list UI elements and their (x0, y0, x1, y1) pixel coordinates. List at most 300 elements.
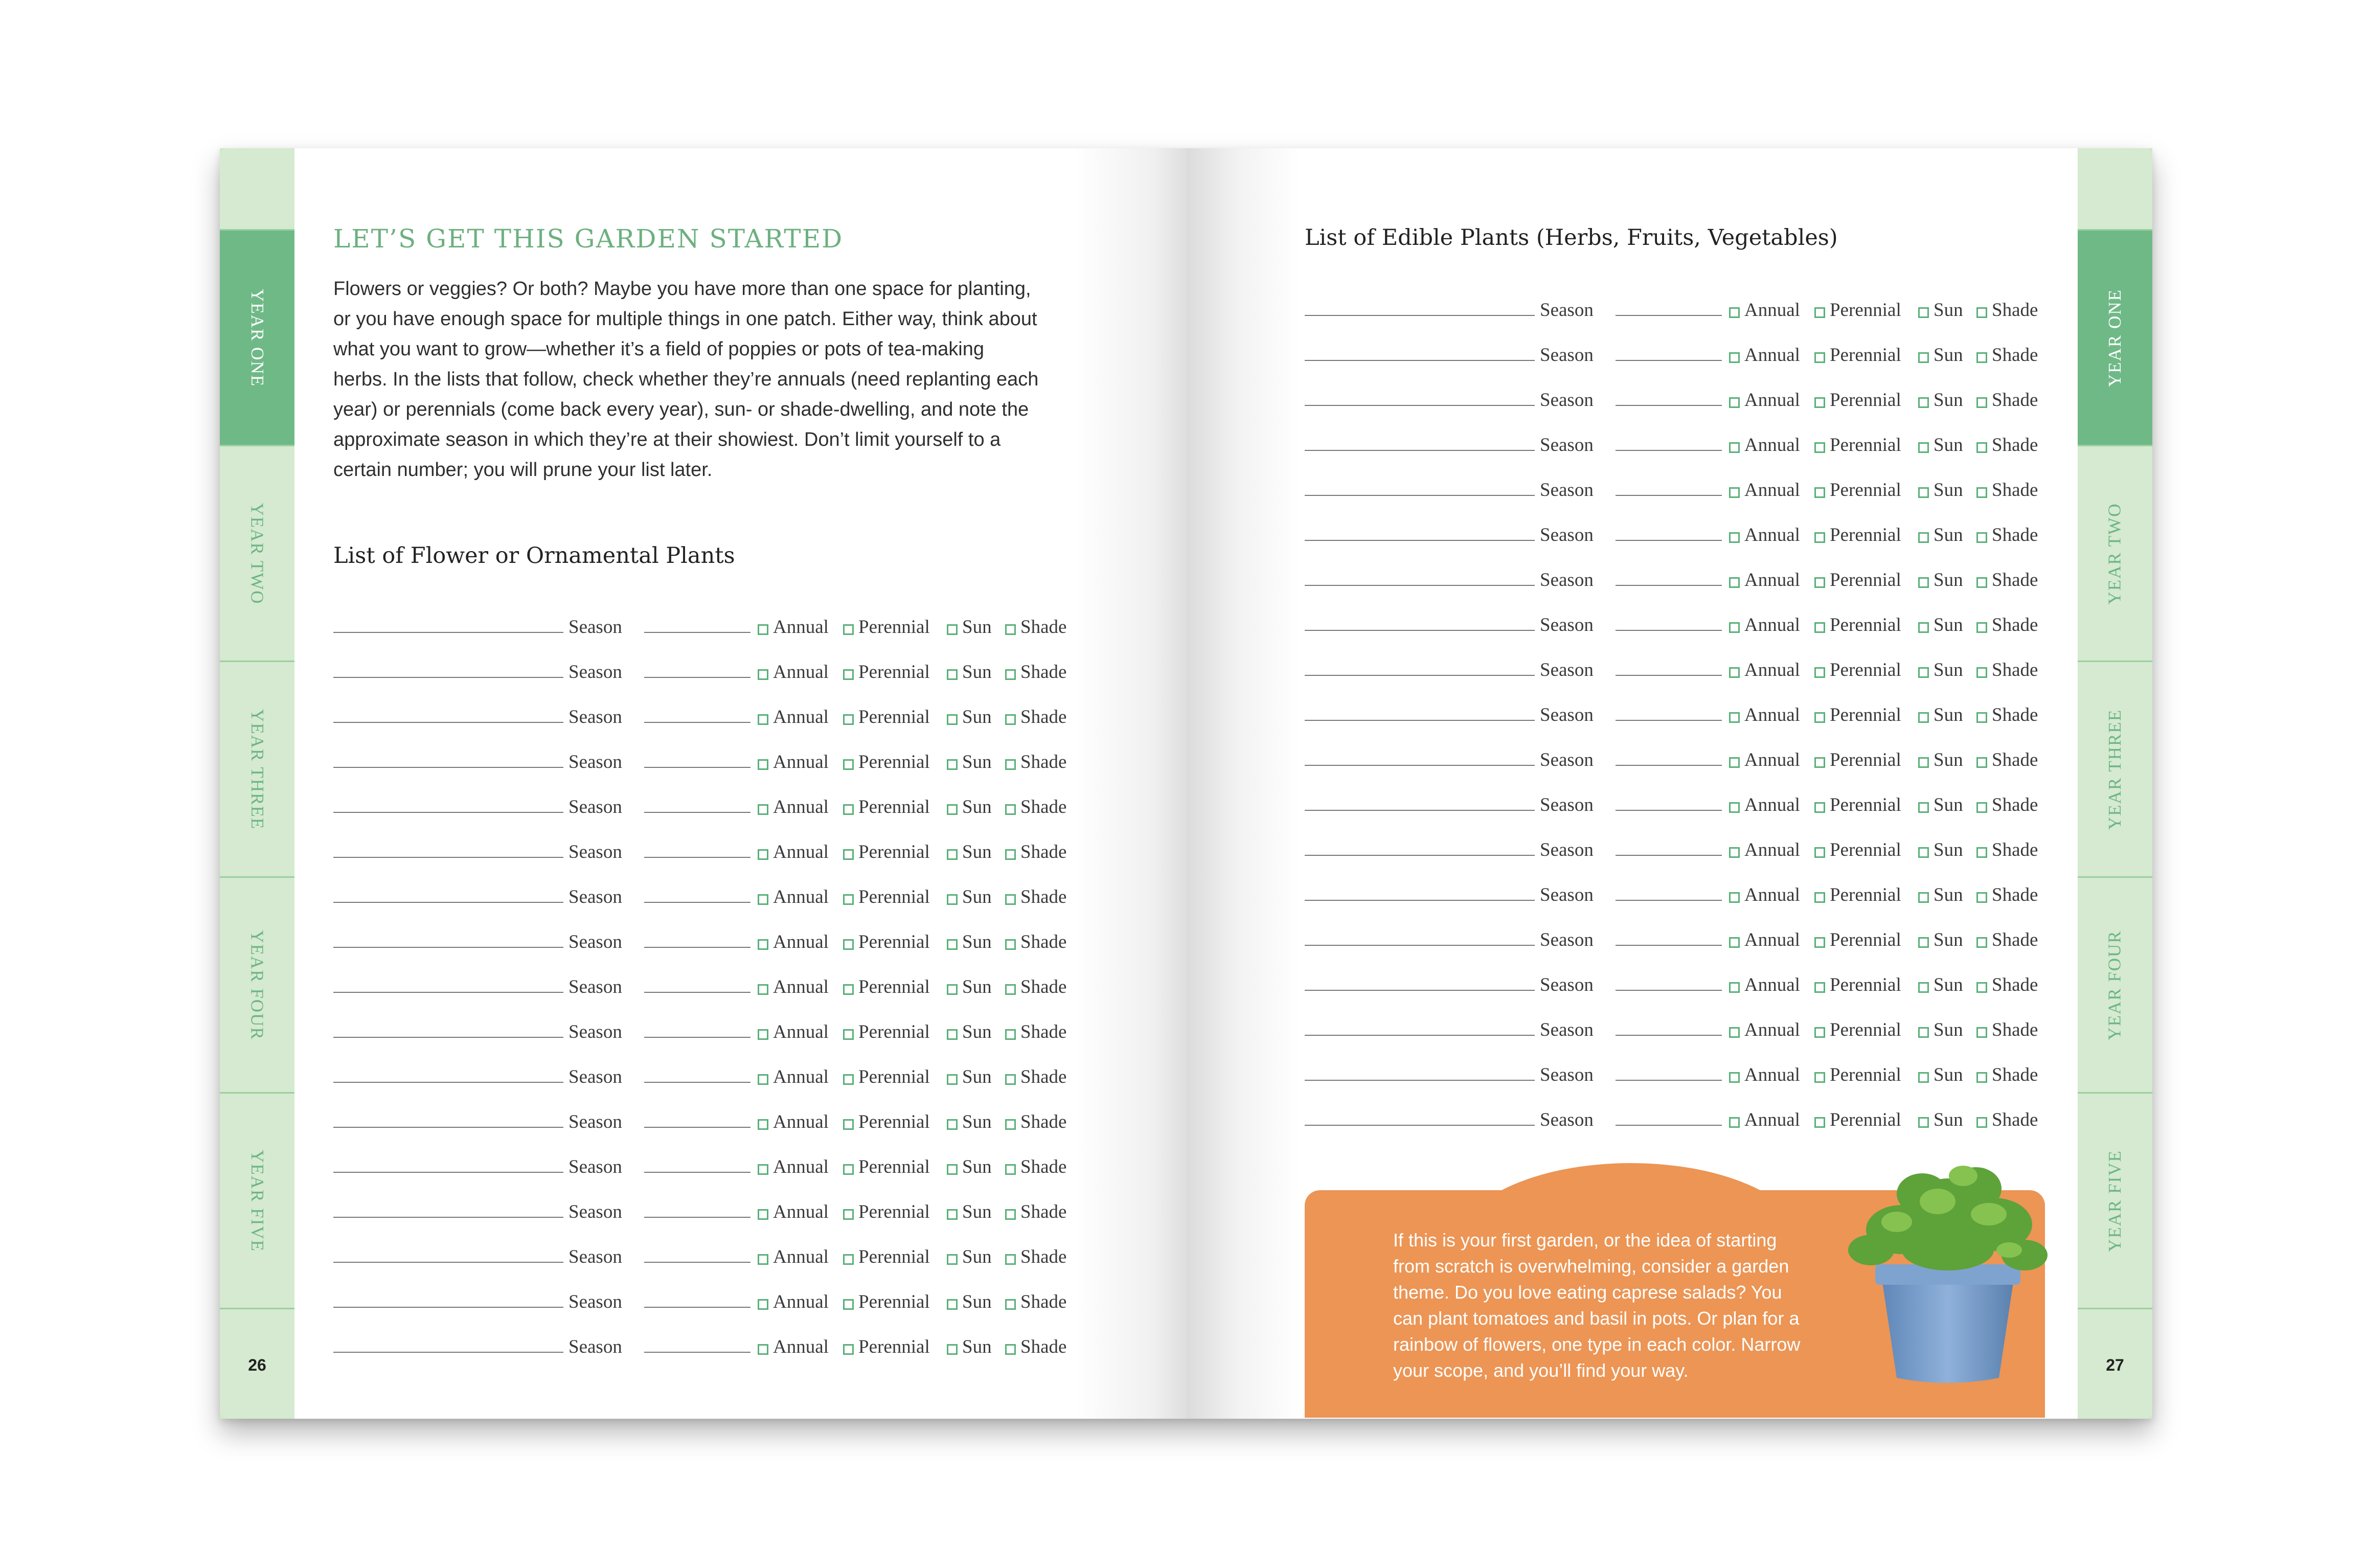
shade-checkbox[interactable] (1976, 937, 1987, 948)
sun-checkbox[interactable] (1918, 892, 1929, 903)
plant-row (333, 1274, 1080, 1319)
plant-name-line[interactable] (333, 857, 563, 858)
perennial-checkbox[interactable] (1814, 352, 1825, 363)
annual-checkbox[interactable] (1729, 532, 1740, 543)
sun-checkbox[interactable] (1918, 1027, 1929, 1038)
tab-year-three-left[interactable] (220, 661, 294, 876)
shade-checkbox[interactable] (1005, 624, 1016, 635)
season-line[interactable] (644, 767, 751, 768)
annual-checkbox[interactable] (1729, 442, 1740, 453)
perennial-checkbox[interactable] (843, 1209, 854, 1220)
tab-label: YEAR FOUR (247, 929, 268, 1040)
annual-label: Annual (773, 976, 829, 997)
plant-row (1305, 777, 2051, 822)
sun-checkbox[interactable] (1918, 937, 1929, 948)
season-line[interactable] (1616, 945, 1722, 946)
sun-checkbox[interactable] (1918, 622, 1929, 633)
shade-label: Shade (1992, 570, 2038, 590)
intro-paragraph (333, 274, 1070, 485)
perennial-checkbox[interactable] (843, 1029, 854, 1040)
annual-label: Annual (1744, 929, 1800, 950)
sun-checkbox[interactable] (947, 939, 958, 950)
tab-year-two-left[interactable] (220, 445, 294, 661)
sun-checkbox[interactable] (947, 1074, 958, 1085)
perennial-checkbox[interactable] (1814, 442, 1825, 453)
perennial-label: Perennial (858, 1156, 930, 1177)
plant-row (333, 824, 1080, 869)
perennial-checkbox[interactable] (1814, 397, 1825, 408)
sun-checkbox[interactable] (1918, 352, 1929, 363)
season-line[interactable] (1616, 675, 1722, 676)
shade-checkbox[interactable] (1976, 712, 1987, 723)
plant-row (333, 914, 1080, 959)
tab-year-two-right[interactable] (2078, 445, 2152, 661)
plant-name-line[interactable] (1305, 540, 1535, 541)
annual-checkbox[interactable] (1729, 892, 1740, 903)
shade-checkbox[interactable] (1976, 622, 1987, 633)
sun-checkbox[interactable] (947, 759, 958, 770)
annual-checkbox[interactable] (758, 759, 768, 770)
perennial-label: Perennial (1830, 884, 1901, 905)
perennial-checkbox[interactable] (843, 894, 854, 905)
annual-checkbox[interactable] (758, 1119, 768, 1130)
annual-checkbox[interactable] (1729, 712, 1740, 723)
sun-checkbox[interactable] (1918, 802, 1929, 813)
plant-name-line[interactable] (333, 1217, 563, 1218)
perennial-checkbox[interactable] (1814, 487, 1825, 498)
perennial-label: Perennial (858, 662, 930, 683)
annual-label: Annual (1744, 615, 1800, 635)
annual-checkbox[interactable] (758, 1299, 768, 1310)
plant-name-line[interactable] (333, 767, 563, 768)
sun-checkbox[interactable] (947, 714, 958, 725)
plant-row (333, 959, 1080, 1004)
season-line[interactable] (644, 1262, 751, 1263)
plant-name-line[interactable] (333, 632, 563, 633)
annual-checkbox[interactable] (758, 894, 768, 905)
annual-checkbox[interactable] (758, 1029, 768, 1040)
annual-label: Annual (773, 1066, 829, 1087)
sun-checkbox[interactable] (947, 894, 958, 905)
perennial-checkbox[interactable] (1814, 622, 1825, 633)
plant-name-line[interactable] (333, 947, 563, 948)
season-line[interactable] (644, 947, 751, 948)
shade-checkbox[interactable] (1005, 759, 1016, 770)
annual-label: Annual (773, 617, 829, 638)
flower-plant-list (333, 599, 1080, 1364)
shade-checkbox[interactable] (1976, 982, 1987, 993)
shade-checkbox[interactable] (1005, 984, 1016, 995)
season-line[interactable] (1616, 495, 1722, 496)
tab-year-one-left[interactable] (220, 229, 294, 445)
plant-name-line[interactable] (333, 1307, 563, 1308)
shade-label: Shade (1020, 662, 1067, 683)
annual-checkbox[interactable] (1729, 622, 1740, 633)
shade-label: Shade (1020, 752, 1067, 772)
annual-checkbox[interactable] (758, 804, 768, 815)
sun-checkbox[interactable] (947, 1029, 958, 1040)
tab-label: YEAR FIVE (2105, 1149, 2125, 1252)
season-label: Season (1540, 480, 1594, 501)
shade-checkbox[interactable] (1005, 1344, 1016, 1355)
perennial-checkbox[interactable] (1814, 532, 1825, 543)
shade-checkbox[interactable] (1976, 847, 1987, 858)
annual-checkbox[interactable] (1729, 802, 1740, 813)
sun-checkbox[interactable] (947, 1119, 958, 1130)
perennial-checkbox[interactable] (843, 1254, 854, 1265)
plant-row (1305, 642, 2051, 687)
shade-checkbox[interactable] (1976, 577, 1987, 588)
annual-checkbox[interactable] (758, 939, 768, 950)
plant-name-line[interactable] (333, 722, 563, 723)
shade-label: Shade (1992, 1064, 2038, 1085)
season-line[interactable] (1616, 765, 1722, 766)
annual-checkbox[interactable] (758, 849, 768, 860)
sun-checkbox[interactable] (1918, 577, 1929, 588)
tab-year-four-right[interactable] (2078, 876, 2152, 1092)
tab-year-one-right[interactable] (2078, 229, 2152, 445)
perennial-checkbox[interactable] (1814, 847, 1825, 858)
annual-checkbox[interactable] (1729, 1072, 1740, 1083)
shade-checkbox[interactable] (1005, 1074, 1016, 1085)
plant-name-line[interactable] (1305, 855, 1535, 856)
shade-checkbox[interactable] (1005, 1119, 1016, 1130)
perennial-checkbox[interactable] (843, 804, 854, 815)
season-line[interactable] (644, 902, 751, 903)
perennial-label: Perennial (1830, 929, 1901, 950)
shade-checkbox[interactable] (1976, 442, 1987, 453)
annual-checkbox[interactable] (758, 1164, 768, 1175)
season-line[interactable] (1616, 720, 1722, 721)
plant-name-line[interactable] (1305, 765, 1535, 766)
tip-line: can plant tomatoes and basil in pots. Or plan for a (1393, 1308, 1800, 1329)
annual-label: Annual (1744, 794, 1800, 815)
season-line[interactable] (1616, 810, 1722, 811)
season-line[interactable] (644, 1307, 751, 1308)
shade-checkbox[interactable] (1976, 532, 1987, 543)
season-line[interactable] (644, 1127, 751, 1128)
plant-name-line[interactable] (1305, 990, 1535, 991)
sun-label: Sun (962, 617, 992, 638)
sun-label: Sun (1934, 525, 1963, 546)
sun-label: Sun (1934, 839, 1963, 860)
perennial-checkbox[interactable] (1814, 937, 1825, 948)
sun-checkbox[interactable] (1918, 847, 1929, 858)
plant-row (1305, 372, 2051, 417)
shade-checkbox[interactable] (1976, 352, 1987, 363)
perennial-label: Perennial (1830, 525, 1901, 546)
basil-plant-illustration (1840, 1153, 2055, 1388)
plant-name-line[interactable] (1305, 675, 1535, 676)
sun-label: Sun (962, 797, 992, 817)
annual-label: Annual (773, 842, 829, 862)
annual-checkbox[interactable] (1729, 1027, 1740, 1038)
shade-checkbox[interactable] (1005, 669, 1016, 680)
plant-name-line[interactable] (1305, 945, 1535, 946)
season-line[interactable] (644, 1172, 751, 1173)
annual-label: Annual (773, 1246, 829, 1267)
season-label: Season (568, 1156, 622, 1177)
plant-name-line[interactable] (1305, 810, 1535, 811)
shade-checkbox[interactable] (1005, 849, 1016, 860)
sun-checkbox[interactable] (947, 1164, 958, 1175)
perennial-checkbox[interactable] (843, 849, 854, 860)
season-line[interactable] (644, 1082, 751, 1083)
plant-name-line[interactable] (333, 1352, 563, 1353)
plant-name-line[interactable] (333, 1037, 563, 1038)
annual-checkbox[interactable] (758, 984, 768, 995)
shade-label: Shade (1020, 707, 1067, 728)
sun-checkbox[interactable] (1918, 982, 1929, 993)
sun-label: Sun (1934, 660, 1963, 680)
season-label: Season (568, 931, 622, 952)
season-label: Season (568, 976, 622, 997)
page-number-right: 27 (2106, 1356, 2124, 1374)
shade-checkbox[interactable] (1976, 397, 1987, 408)
sun-checkbox[interactable] (947, 804, 958, 815)
shade-checkbox[interactable] (1976, 1072, 1987, 1083)
plant-name-line[interactable] (333, 677, 563, 678)
sun-label: Sun (1934, 570, 1963, 590)
season-line[interactable] (644, 992, 751, 993)
sun-label: Sun (962, 931, 992, 952)
annual-checkbox[interactable] (1729, 982, 1740, 993)
perennial-checkbox[interactable] (1814, 1072, 1825, 1083)
sun-label: Sun (1934, 615, 1963, 635)
sun-checkbox[interactable] (947, 1209, 958, 1220)
sun-label: Sun (962, 1066, 992, 1087)
sun-checkbox[interactable] (947, 1254, 958, 1265)
annual-checkbox[interactable] (758, 1209, 768, 1220)
annual-checkbox[interactable] (758, 669, 768, 680)
tab-label: YEAR ONE (247, 288, 267, 387)
sun-label: Sun (962, 1201, 992, 1222)
perennial-checkbox[interactable] (843, 714, 854, 725)
shade-checkbox[interactable] (1976, 487, 1987, 498)
perennial-checkbox[interactable] (1814, 667, 1825, 678)
sun-label: Sun (1934, 884, 1963, 905)
shade-checkbox[interactable] (1976, 1117, 1987, 1128)
season-line[interactable] (1616, 540, 1722, 541)
annual-label: Annual (1744, 300, 1800, 321)
sun-label: Sun (962, 707, 992, 728)
tab-year-three-right[interactable] (2078, 661, 2152, 876)
shade-checkbox[interactable] (1976, 757, 1987, 768)
season-line[interactable] (1616, 990, 1722, 991)
plant-row (1305, 1002, 2051, 1047)
annual-label: Annual (773, 1336, 829, 1357)
season-label: Season (568, 617, 622, 638)
plant-row (1305, 1092, 2051, 1137)
perennial-checkbox[interactable] (843, 1344, 854, 1355)
plant-name-line[interactable] (1305, 405, 1535, 406)
sun-checkbox[interactable] (947, 1299, 958, 1310)
plant-name-line[interactable] (333, 902, 563, 903)
season-line[interactable] (644, 1352, 751, 1353)
season-label: Season (568, 1021, 622, 1042)
annual-checkbox[interactable] (758, 1074, 768, 1085)
shade-checkbox[interactable] (1005, 939, 1016, 950)
shade-checkbox[interactable] (1005, 1299, 1016, 1310)
season-line[interactable] (644, 1217, 751, 1218)
plant-name-line[interactable] (1305, 1080, 1535, 1081)
shade-checkbox[interactable] (1976, 1027, 1987, 1038)
plant-name-line[interactable] (1305, 1125, 1535, 1126)
shade-checkbox[interactable] (1976, 667, 1987, 678)
perennial-checkbox[interactable] (1814, 757, 1825, 768)
perennial-checkbox[interactable] (843, 984, 854, 995)
season-line[interactable] (1616, 315, 1722, 316)
plant-name-line[interactable] (1305, 450, 1535, 451)
sun-checkbox[interactable] (1918, 1072, 1929, 1083)
season-line[interactable] (1616, 855, 1722, 856)
plant-name-line[interactable] (333, 992, 563, 993)
edible-plant-list (1305, 282, 2051, 1137)
perennial-label: Perennial (1830, 300, 1901, 321)
season-line[interactable] (1616, 360, 1722, 361)
season-line[interactable] (1616, 585, 1722, 586)
annual-checkbox[interactable] (758, 1254, 768, 1265)
season-line[interactable] (644, 677, 751, 678)
sun-checkbox[interactable] (947, 669, 958, 680)
perennial-label: Perennial (858, 842, 930, 862)
season-line[interactable] (1616, 405, 1722, 406)
season-label: Season (1540, 974, 1594, 995)
perennial-checkbox[interactable] (1814, 982, 1825, 993)
shade-checkbox[interactable] (1005, 804, 1016, 815)
shade-checkbox[interactable] (1005, 1254, 1016, 1265)
plant-name-line[interactable] (1305, 630, 1535, 631)
plant-name-line[interactable] (1305, 1035, 1535, 1036)
shade-label: Shade (1992, 794, 2038, 815)
season-line[interactable] (1616, 1080, 1722, 1081)
annual-checkbox[interactable] (1729, 757, 1740, 768)
plant-name-line[interactable] (1305, 315, 1535, 316)
perennial-checkbox[interactable] (843, 759, 854, 770)
plant-name-line[interactable] (333, 1127, 563, 1128)
shade-checkbox[interactable] (1976, 307, 1987, 318)
sun-checkbox[interactable] (947, 624, 958, 635)
annual-checkbox[interactable] (758, 624, 768, 635)
perennial-label: Perennial (858, 931, 930, 952)
season-line[interactable] (1616, 450, 1722, 451)
season-line[interactable] (1616, 630, 1722, 631)
shade-checkbox[interactable] (1976, 802, 1987, 813)
tip-text (1393, 1227, 1869, 1383)
shade-checkbox[interactable] (1976, 892, 1987, 903)
shade-label: Shade (1020, 1111, 1067, 1132)
annual-checkbox[interactable] (1729, 352, 1740, 363)
sun-checkbox[interactable] (1918, 667, 1929, 678)
season-line[interactable] (644, 632, 751, 633)
tab-year-five-left[interactable] (220, 1092, 294, 1308)
plant-name-line[interactable] (1305, 360, 1535, 361)
perennial-checkbox[interactable] (1814, 1027, 1825, 1038)
sun-checkbox[interactable] (947, 1344, 958, 1355)
perennial-checkbox[interactable] (1814, 577, 1825, 588)
sun-checkbox[interactable] (947, 849, 958, 860)
shade-label: Shade (1992, 1019, 2038, 1040)
annual-checkbox[interactable] (1729, 1117, 1740, 1128)
season-label: Season (1540, 435, 1594, 456)
season-line[interactable] (1616, 900, 1722, 901)
season-line[interactable] (644, 812, 751, 813)
sun-checkbox[interactable] (1918, 442, 1929, 453)
plant-name-line[interactable] (1305, 585, 1535, 586)
shade-checkbox[interactable] (1005, 894, 1016, 905)
perennial-checkbox[interactable] (843, 624, 854, 635)
sun-checkbox[interactable] (1918, 307, 1929, 318)
shade-checkbox[interactable] (1005, 1164, 1016, 1175)
sun-checkbox[interactable] (1918, 397, 1929, 408)
shade-label: Shade (1992, 974, 2038, 995)
plant-name-line[interactable] (333, 1172, 563, 1173)
annual-checkbox[interactable] (1729, 667, 1740, 678)
sun-checkbox[interactable] (1918, 532, 1929, 543)
perennial-label: Perennial (1830, 794, 1901, 815)
plant-name-line[interactable] (333, 812, 563, 813)
perennial-checkbox[interactable] (843, 669, 854, 680)
perennial-checkbox[interactable] (843, 1074, 854, 1085)
annual-checkbox[interactable] (1729, 937, 1740, 948)
perennial-checkbox[interactable] (1814, 802, 1825, 813)
perennial-checkbox[interactable] (1814, 1117, 1825, 1128)
sun-checkbox[interactable] (1918, 757, 1929, 768)
perennial-checkbox[interactable] (843, 1119, 854, 1130)
annual-checkbox[interactable] (758, 714, 768, 725)
annual-label: Annual (1744, 390, 1800, 411)
tab-year-five-right[interactable] (2078, 1092, 2152, 1308)
perennial-checkbox[interactable] (1814, 892, 1825, 903)
shade-checkbox[interactable] (1005, 1029, 1016, 1040)
plant-name-line[interactable] (1305, 720, 1535, 721)
sun-checkbox[interactable] (947, 984, 958, 995)
sun-checkbox[interactable] (1918, 487, 1929, 498)
annual-checkbox[interactable] (1729, 577, 1740, 588)
season-line[interactable] (644, 1037, 751, 1038)
annual-checkbox[interactable] (1729, 397, 1740, 408)
perennial-checkbox[interactable] (843, 939, 854, 950)
shade-checkbox[interactable] (1005, 1209, 1016, 1220)
sun-label: Sun (962, 662, 992, 683)
sun-checkbox[interactable] (1918, 1117, 1929, 1128)
perennial-checkbox[interactable] (843, 1164, 854, 1175)
season-label: Season (1540, 1019, 1594, 1040)
season-line[interactable] (1616, 1125, 1722, 1126)
annual-checkbox[interactable] (758, 1344, 768, 1355)
sun-label: Sun (1934, 300, 1963, 321)
annual-checkbox[interactable] (1729, 307, 1740, 318)
plant-name-line[interactable] (1305, 495, 1535, 496)
sun-checkbox[interactable] (1918, 712, 1929, 723)
season-line[interactable] (1616, 1035, 1722, 1036)
sun-label: Sun (1934, 749, 1963, 770)
perennial-checkbox[interactable] (843, 1299, 854, 1310)
season-line[interactable] (644, 722, 751, 723)
perennial-checkbox[interactable] (1814, 712, 1825, 723)
perennial-checkbox[interactable] (1814, 307, 1825, 318)
shade-label: Shade (1992, 300, 2038, 321)
annual-checkbox[interactable] (1729, 487, 1740, 498)
tip-line: from scratch is overwhelming, consider a garden (1393, 1256, 1789, 1277)
shade-checkbox[interactable] (1005, 714, 1016, 725)
season-line[interactable] (644, 857, 751, 858)
tab-year-four-left[interactable] (220, 876, 294, 1092)
plant-name-line[interactable] (333, 1262, 563, 1263)
annual-checkbox[interactable] (1729, 847, 1740, 858)
plant-name-line[interactable] (1305, 900, 1535, 901)
plant-name-line[interactable] (333, 1082, 563, 1083)
